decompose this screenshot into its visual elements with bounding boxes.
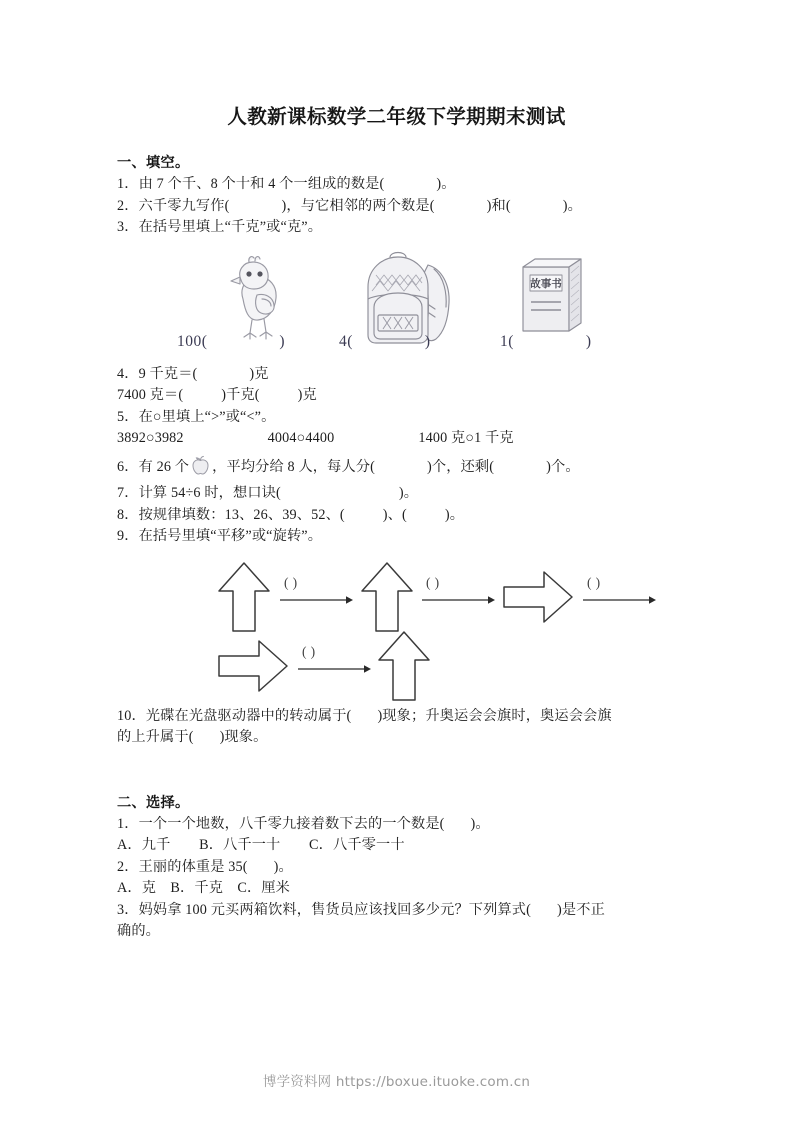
- diagram-row2-shape2: [376, 629, 432, 708]
- chick-weight-close: ): [279, 332, 286, 350]
- up-arrow-outline-icon: [216, 560, 272, 634]
- question-fill-3: 3．在括号里填上“千克”或“克”。: [117, 219, 323, 235]
- backpack-weight-close: ): [424, 332, 431, 350]
- question-fill-10-a: 10．光碟在光盘驱动器中的转动属于(: [117, 707, 352, 724]
- question-fill-4-line2-b: )千克(: [221, 387, 260, 403]
- question-fill-5-items: [117, 428, 679, 450]
- question-fill-8: [117, 505, 679, 527]
- backpack-weight-value: 4(: [339, 332, 353, 350]
- question-fill-10-line2-a: 的上升属于(: [117, 729, 194, 745]
- question-fill-6-d: )个。: [546, 458, 580, 475]
- question-fill-4-a: 4．9 千克＝(: [117, 365, 198, 382]
- book-weight-value: 1(: [500, 332, 514, 350]
- book-weight-close: ): [585, 332, 592, 350]
- section-heading-choice: 二、选择。: [117, 794, 190, 811]
- apple-icon: [190, 455, 211, 484]
- question-fill-7-b: )。: [398, 485, 419, 501]
- question-fill-10-line2-b: )现象。: [219, 729, 268, 745]
- question-fill-8-a: 8．按规律填数：13、26、39、52、(: [117, 506, 345, 523]
- book-weight-label: [500, 333, 592, 351]
- chick-weight-label: [177, 333, 285, 351]
- question-choice-1-options[interactable]: A．九千 B．八千一十 C．八千零一十: [117, 837, 405, 853]
- question-fill-2-d: )。: [562, 197, 582, 214]
- question-fill-6-a: 6．有 26 个: [117, 458, 190, 475]
- question-choice-1-text: 1．一个一个地数，八千零九接着数下去的一个数是(: [117, 815, 445, 832]
- question-fill-2-a: 2．六千零九写作(: [117, 197, 230, 214]
- arrow-right-line-icon: [280, 595, 354, 605]
- question-fill-10: [117, 706, 679, 728]
- compare-item-3[interactable]: 1400 克○1 千克: [418, 430, 514, 446]
- right-arrow-outline-icon: [216, 638, 290, 694]
- question-choice-1-end: )。: [470, 815, 490, 832]
- diagram-row1-link1-label[interactable]: ( ): [284, 574, 298, 590]
- question-choice-3-line2: 确的。: [117, 923, 161, 939]
- question-fill-4-b: )克: [249, 365, 269, 382]
- question-fill-8-b: )、(: [382, 506, 407, 523]
- question-choice-2-options[interactable]: A．克 B．千克 C．厘米: [117, 880, 290, 896]
- question-fill-10-b: )现象；升奥运会会旗时，奥运会会旗: [377, 707, 612, 724]
- question-fill-1-end: )。: [436, 176, 456, 192]
- backpack-weight-label: [339, 333, 431, 351]
- question-choice-3-text: 3．妈妈拿 100 元买两箱饮料，售货员应该找回多少元？下列算式(: [117, 901, 532, 918]
- question-fill-6: [117, 455, 679, 484]
- question-fill-4-line2: [117, 385, 679, 407]
- diagram-row1-shape3: [501, 569, 575, 630]
- question-choice-2: [117, 857, 679, 879]
- diagram-row1-shape1: [216, 560, 272, 639]
- chick-weight-value: 100(: [177, 332, 208, 350]
- arrow-right-line-icon: [422, 595, 496, 605]
- weight-illustration-row: [117, 247, 679, 359]
- diagram-row2-shape1: [216, 638, 290, 699]
- transformation-diagram: [117, 554, 679, 706]
- diagram-row2-link1: [298, 643, 372, 679]
- question-choice-2-end: )。: [273, 858, 293, 875]
- question-choice-3-b: )是不正: [557, 901, 605, 918]
- diagram-row1-link2-label[interactable]: ( ): [426, 574, 440, 590]
- question-fill-1: [117, 174, 679, 196]
- question-fill-7-a: 7．计算 54÷6 时，想口诀(: [117, 485, 281, 501]
- arrow-right-line-icon: [583, 595, 657, 605]
- question-fill-6-b: ，平均分给 8 人，每人分(: [212, 458, 376, 475]
- arrow-right-line-icon: [298, 664, 372, 674]
- footer-watermark: 博学资料网 https://boxue.ituoke.com.cn: [262, 1074, 531, 1090]
- book-cover-title: 故事书: [530, 278, 562, 290]
- question-fill-10-line2: [117, 727, 679, 749]
- compare-item-1[interactable]: 3892○3982: [117, 430, 184, 446]
- page-title: 人教新课标数学二年级下学期期末测试: [227, 107, 566, 128]
- question-fill-4-line2-c: )克: [297, 387, 317, 403]
- question-fill-8-c: )。: [444, 506, 465, 523]
- document-body: [117, 152, 679, 943]
- question-fill-4: [117, 364, 679, 386]
- question-fill-7: [117, 483, 679, 505]
- question-fill-4-line2-a: 7400 克＝(: [117, 387, 184, 403]
- diagram-row1-link2: [422, 574, 496, 610]
- question-fill-2: [117, 196, 679, 218]
- question-choice-1: [117, 814, 679, 836]
- question-fill-5: 5．在○里填上“>”或“<”。: [117, 408, 276, 425]
- diagram-row1-link3-label[interactable]: ( ): [587, 574, 601, 590]
- diagram-row2-link1-label[interactable]: ( ): [302, 643, 316, 659]
- up-arrow-outline-icon: [376, 629, 432, 703]
- up-arrow-outline-icon: [359, 560, 415, 634]
- question-choice-2-text: 2．王丽的体重是 35(: [117, 858, 248, 875]
- question-fill-6-c: )个，还剩(: [427, 458, 495, 475]
- diagram-row1-link3: [583, 574, 657, 610]
- section-heading-fill-in: 一、填空。: [117, 155, 190, 171]
- question-fill-9: 9．在括号里填“平移”或“旋转”。: [117, 528, 323, 544]
- chick-icon: [213, 253, 299, 345]
- question-fill-2-c: )和(: [486, 197, 511, 214]
- question-fill-2-b: )，与它相邻的两个数是(: [281, 197, 435, 214]
- diagram-row1-shape2: [359, 560, 415, 639]
- diagram-row1-link1: [280, 574, 354, 610]
- compare-item-2[interactable]: 4004○4400: [267, 430, 335, 446]
- right-arrow-outline-icon: [501, 569, 575, 625]
- question-fill-1-text: 1．由 7 个千、8 个十和 4 个一组成的数是(: [117, 176, 385, 192]
- question-choice-3: [117, 900, 679, 922]
